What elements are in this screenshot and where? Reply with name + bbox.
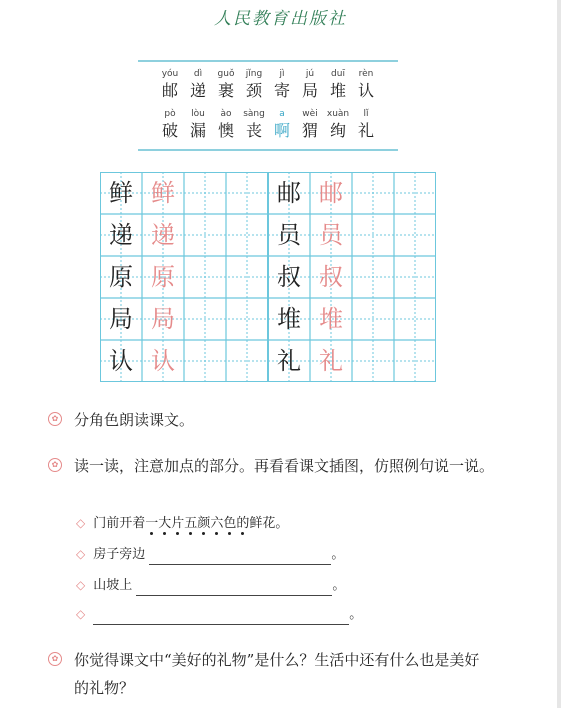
trace-character: 礼 (319, 347, 343, 375)
trace-character: 员 (319, 221, 343, 249)
hanzi: 颈 (245, 81, 262, 100)
grid-cell (142, 256, 184, 298)
hanzi: 认 (357, 81, 374, 100)
grid-cell (100, 214, 142, 256)
diamond-bullet-icon: ◇ (76, 547, 86, 561)
grid-cell (268, 340, 310, 382)
grid-cell (310, 256, 352, 298)
pinyin: duī (331, 69, 345, 79)
trace-character: 邮 (319, 179, 343, 207)
writing-grid (100, 172, 436, 382)
trace-character: 鲜 (151, 179, 175, 207)
diamond-bullet-icon: ◇ (76, 516, 86, 530)
example-dotted-phrase (145, 516, 249, 531)
pinyin: jì (279, 69, 285, 79)
grid-cell (268, 298, 310, 340)
vocabulary-row-1 (156, 68, 380, 102)
model-character: 递 (109, 221, 133, 249)
answer-blank-4[interactable] (93, 610, 349, 625)
pinyin: rèn (358, 69, 374, 79)
pinyin: lǐ (363, 109, 369, 119)
vocabulary-item (352, 68, 380, 102)
vocabulary-row-2 (156, 108, 380, 142)
pinyin: xuàn (326, 109, 350, 119)
grid-cell (100, 256, 142, 298)
vocabulary-item (352, 108, 380, 142)
hanzi: 猬 (301, 121, 318, 140)
emphasis-dotted-character: 大 (158, 516, 172, 531)
grid-cell (268, 214, 310, 256)
vocabulary-item (268, 68, 296, 102)
period: 。 (332, 578, 346, 593)
vocabulary-item (184, 68, 212, 102)
trace-character: 认 (151, 347, 175, 375)
trace-character: 局 (151, 305, 175, 333)
model-character: 叔 (277, 263, 301, 291)
hanzi: 绚 (329, 121, 346, 140)
grid-cell (310, 298, 352, 340)
period: 。 (349, 607, 363, 622)
diamond-bullet-icon: ◇ (76, 578, 86, 592)
question-2 (48, 452, 528, 508)
pinyin: ào (220, 109, 232, 119)
diamond-bullet-icon: ◇ (76, 607, 86, 621)
model-character: 员 (277, 221, 301, 249)
emphasis-dotted-character: 五 (184, 516, 198, 531)
fill-in-line-2 (76, 544, 344, 565)
grid-cell (142, 214, 184, 256)
hanzi: 局 (301, 81, 318, 100)
model-character: 认 (109, 347, 133, 375)
grid-cell (142, 340, 184, 382)
pinyin: sàng (243, 109, 265, 119)
vocabulary-item (324, 68, 352, 102)
emphasis-dotted-character: 颜 (197, 516, 211, 531)
vocabulary-item (296, 68, 324, 102)
grid-cell (268, 256, 310, 298)
grid-cell (100, 340, 142, 382)
question-1-text: 分角色朗读课文。 (74, 411, 195, 429)
vocabulary-item (324, 108, 352, 142)
model-character: 局 (109, 305, 133, 333)
emphasis-dotted-character: 片 (171, 516, 185, 531)
question-2-text: 读一读，注意加点的部分。再看看课文插图，仿照例句说一说。 (74, 457, 495, 475)
hanzi: 裹 (217, 81, 234, 100)
question-3-text: 你觉得课文中“美好的礼物”是什么？生活中还有什么也是美好的礼物？ (74, 651, 480, 697)
emphasis-dotted-character: 一 (145, 516, 159, 531)
example-after: 鲜花。 (249, 516, 289, 531)
grid-cell (310, 214, 352, 256)
question-3 (48, 646, 528, 702)
line-2-prefix: 房子旁边 (93, 547, 146, 562)
publisher-logo: 人民教育出版社 (214, 9, 347, 29)
model-character: 原 (109, 263, 133, 291)
model-character: 堆 (277, 305, 301, 333)
answer-blank-2[interactable] (149, 550, 331, 565)
hanzi: 递 (189, 81, 206, 100)
emphasis-dotted-character: 的 (236, 516, 250, 531)
hanzi: 礼 (357, 121, 374, 140)
period: 。 (331, 547, 345, 562)
vocabulary-item (184, 108, 212, 142)
answer-blank-3[interactable] (136, 581, 332, 596)
grid-cell (268, 172, 310, 214)
emphasis-dotted-character: 色 (223, 516, 237, 531)
pinyin: a (279, 109, 285, 119)
vocabulary-box (138, 60, 398, 151)
example-before: 门前开着 (93, 516, 146, 531)
grid-cell (310, 340, 352, 382)
vocabulary-item (156, 108, 184, 142)
grid-cell (142, 298, 184, 340)
trace-character: 堆 (319, 305, 343, 333)
model-character: 邮 (277, 179, 301, 207)
hanzi: 啊 (273, 121, 290, 140)
vocabulary-item (212, 68, 240, 102)
pinyin: pò (164, 109, 176, 119)
vocabulary-item (212, 108, 240, 142)
hanzi: 丧 (245, 121, 262, 140)
pinyin: yóu (161, 69, 179, 79)
trace-character: 叔 (319, 263, 343, 291)
vocabulary-item (268, 108, 296, 142)
grid-cell (310, 172, 352, 214)
hanzi: 懊 (217, 121, 234, 140)
model-character: 礼 (277, 347, 301, 375)
fill-in-line-4 (76, 604, 362, 625)
question-marker-icon: ✿ (48, 412, 62, 426)
vocabulary-item (296, 108, 324, 142)
fill-in-line-3 (76, 575, 345, 596)
grid-cell (100, 298, 142, 340)
trace-character: 递 (151, 221, 175, 249)
model-character: 鲜 (109, 179, 133, 207)
hanzi: 寄 (273, 81, 290, 100)
line-3-prefix: 山坡上 (93, 578, 133, 593)
pinyin: jú (305, 69, 315, 79)
hanzi: 邮 (161, 81, 178, 100)
trace-character: 原 (151, 263, 175, 291)
hanzi: 堆 (329, 81, 346, 100)
grid-cell (100, 172, 142, 214)
hanzi: 漏 (189, 121, 206, 140)
question-marker-icon: ✿ (48, 458, 62, 472)
pinyin: wèi (302, 109, 318, 119)
pinyin: guǒ (217, 69, 235, 79)
question-1 (48, 406, 528, 434)
hanzi: 破 (161, 121, 178, 140)
grid-cell (142, 172, 184, 214)
pinyin: jǐng (245, 69, 263, 79)
vocabulary-item (156, 68, 184, 102)
vocabulary-item (240, 68, 268, 102)
example-sentence (76, 513, 288, 534)
question-marker-icon: ✿ (48, 652, 62, 666)
emphasis-dotted-character: 六 (210, 516, 224, 531)
pinyin: dì (193, 69, 203, 79)
pinyin: lòu (191, 109, 205, 119)
vocabulary-item (240, 108, 268, 142)
